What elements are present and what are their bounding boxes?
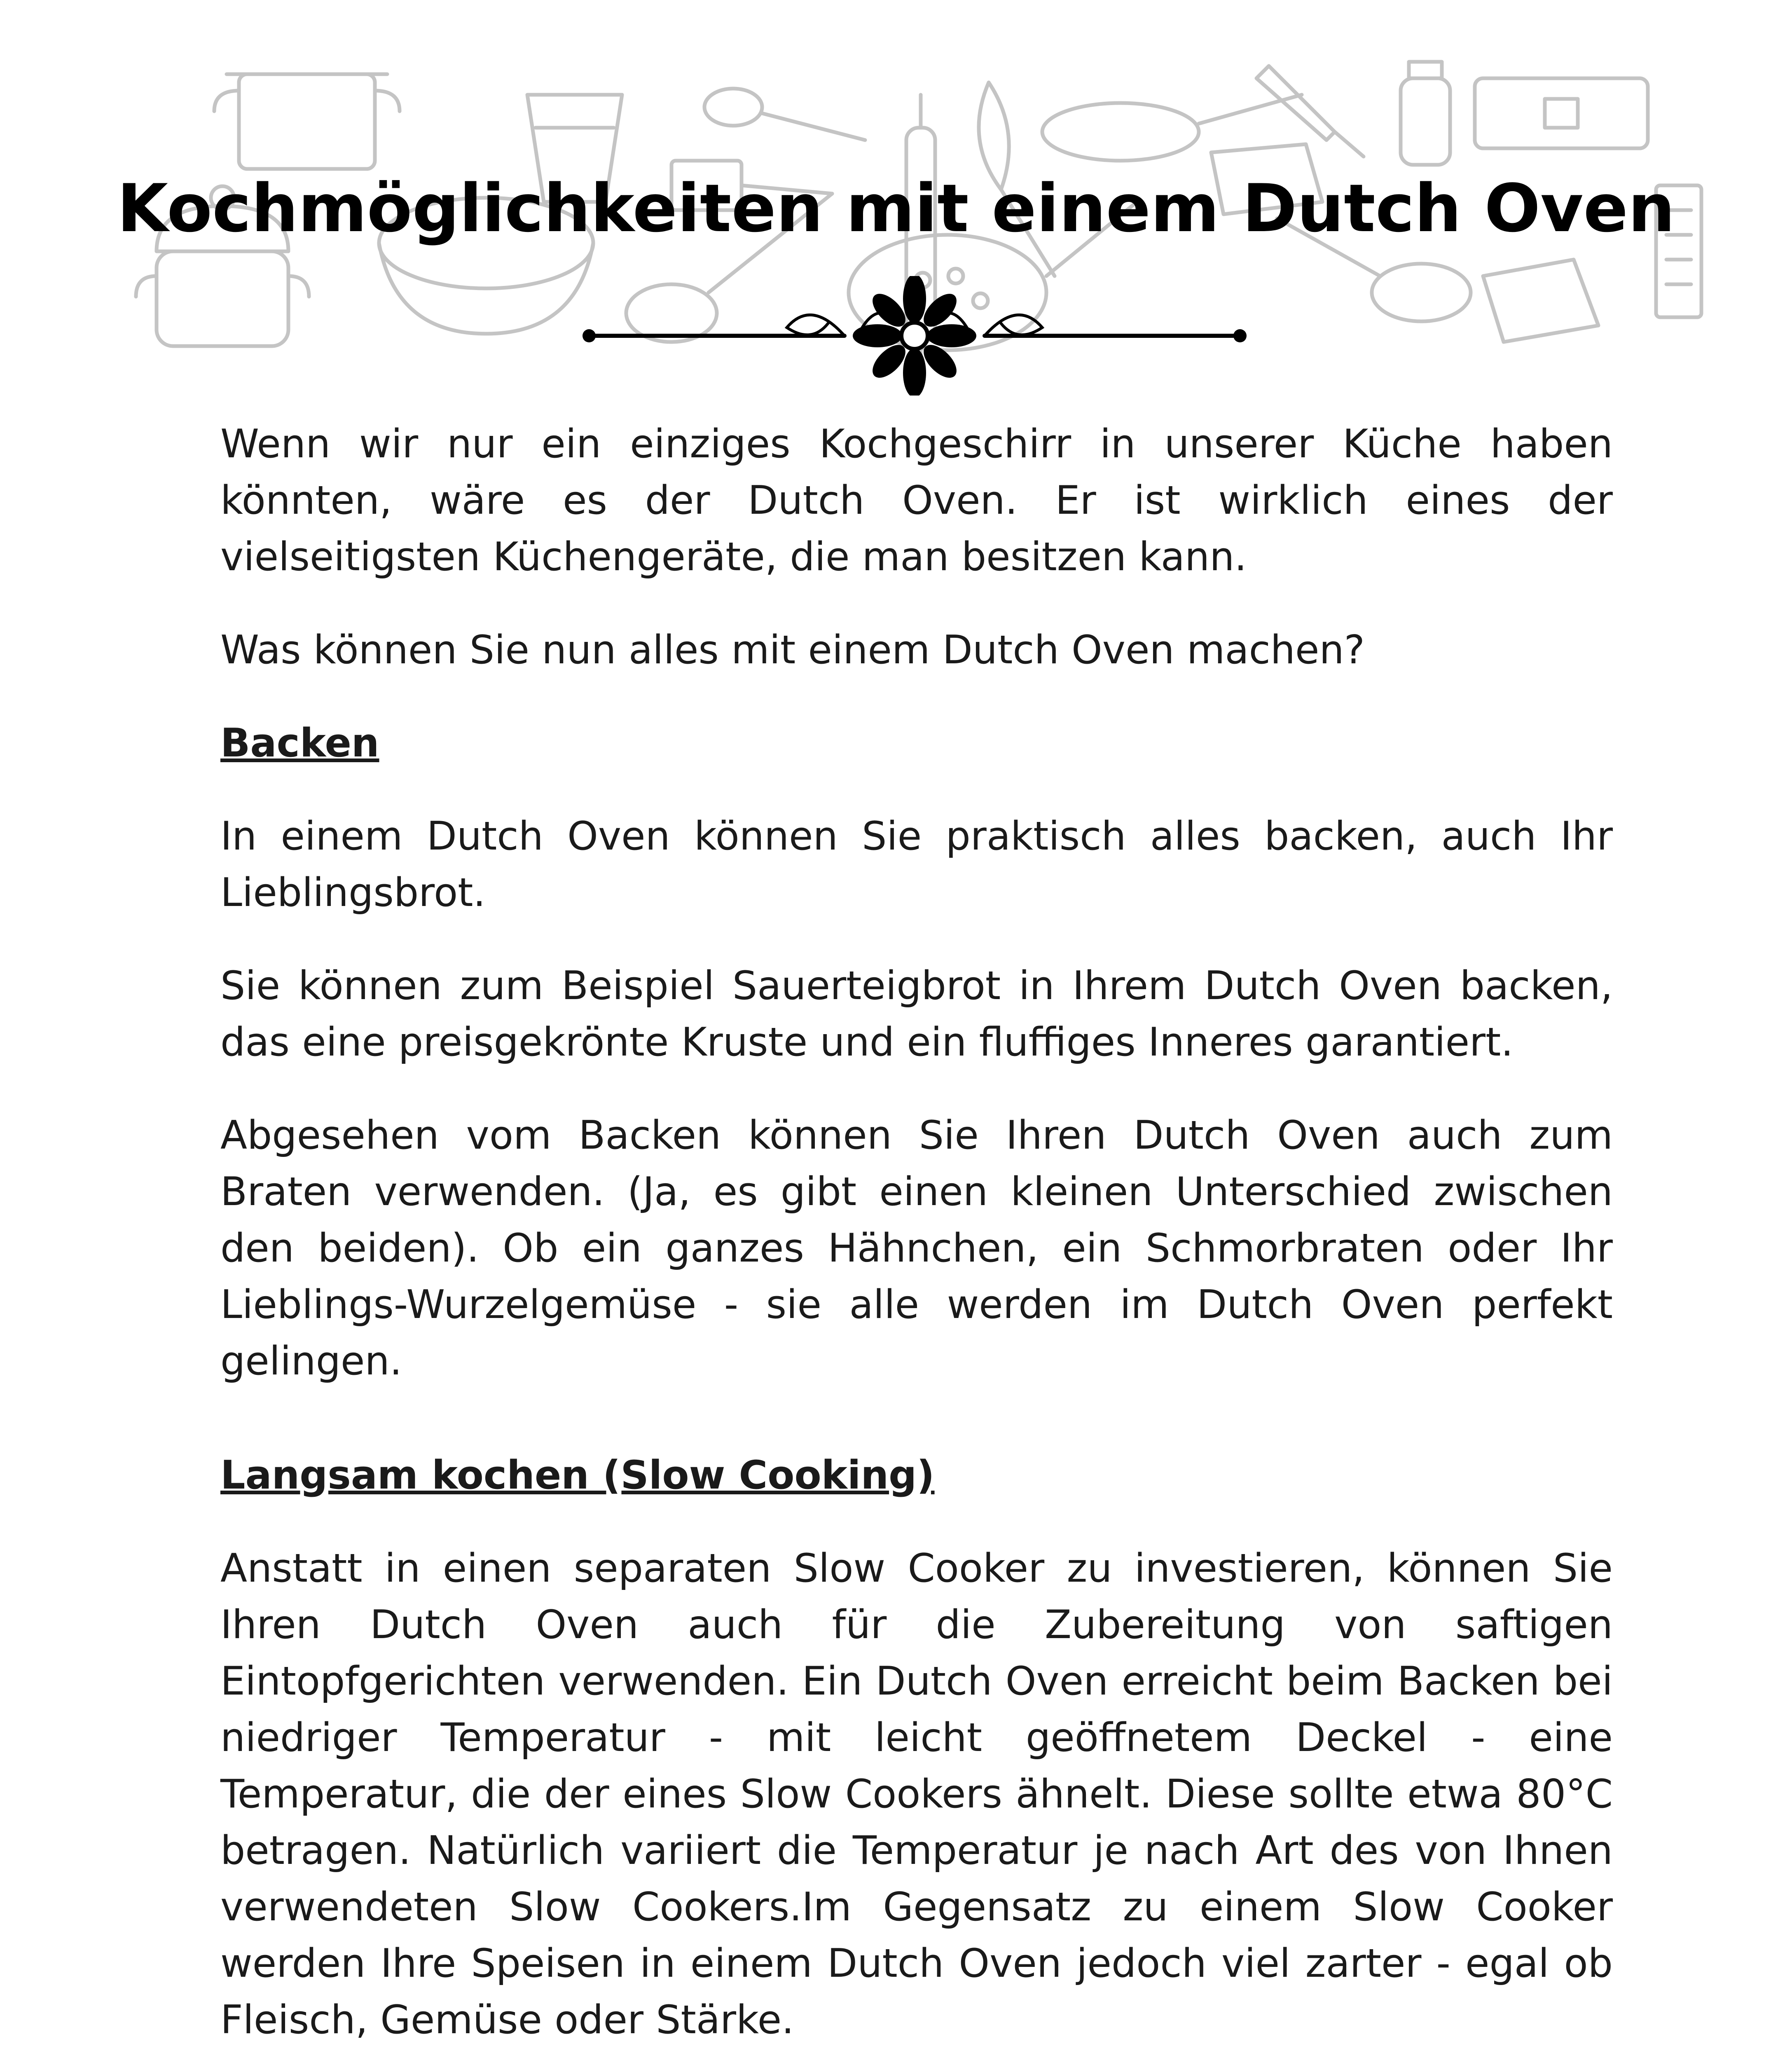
- backen-paragraph-1: In einem Dutch Oven können Sie praktisch alles backen, auch Ihr Lieblingsbrot.: [220, 814, 1613, 915]
- section-heading-backen: Backen: [220, 721, 379, 766]
- knife-icon: [1256, 66, 1364, 157]
- spoon-icon: [704, 89, 865, 140]
- cake-tin-icon: [1475, 78, 1648, 148]
- slow-cooking-paragraph: Anstatt in einen separaten Slow Cooker zu investieren, können Sie Ihren Dutch Oven auch für die Zubereitung von saftigen Eintopfgerichten verwenden. Ein Dutch Oven erreicht beim Backen bei niedriger Temperatur - mit leicht geöffnetem Deckel - eine Temperatur, die der eines Slow Cookers ähnelt. Diese sollte etwa 80°C betragen. Natürlich variiert die Temperatur je nach Art des von Ihnen verwendeten Slow Cookers.Im Gegensatz zu einem Slow Cooker werden Ihre Speisen in einem Dutch Oven jedoch viel zarter - egal ob Fleisch, Gemüse oder Stärke.: [220, 1546, 1613, 2043]
- backen-paragraph-3: Abgesehen vom Backen können Sie Ihren Dutch Oven auch zum Braten verwenden. (Ja, es gibt einen kleinen Unterschied zwischen den beiden). Ob ein ganzes Hähnchen, ein Schmorbraten oder Ihr Lieblings-Wurzelgemüse - sie alle werden im Dutch Oven perfekt gelingen.: [220, 1113, 1613, 1384]
- jar-icon: [1401, 62, 1450, 165]
- cloth-icon: [1483, 260, 1598, 342]
- question-paragraph: Was können Sie nun alles mit einem Dutch Oven machen?: [220, 627, 1365, 673]
- flourish-divider: [581, 276, 1248, 396]
- body-content: [220, 416, 1613, 2060]
- section-heading-slow-cooking: Langsam kochen (Slow Cooking): [220, 1453, 935, 1498]
- backen-paragraph-2: Sie können zum Beispiel Sauerteigbrot in Ihrem Dutch Oven backen, das eine preisgekrönte Kruste und ein fluffiges Inneres garantiert.: [220, 963, 1613, 1065]
- frying-pan-icon: [1042, 95, 1302, 161]
- pot-icon: [214, 74, 400, 169]
- page-title: Kochmöglichkeiten mit einem Dutch Oven: [117, 170, 1675, 247]
- intro-paragraph: Wenn wir nur ein einziges Kochgeschirr in unserer Küche haben könnten, wäre es der Dutch Oven. Er ist wirklich eines der vielseitigsten Küchengeräte, die man besitzen kann.: [220, 421, 1613, 580]
